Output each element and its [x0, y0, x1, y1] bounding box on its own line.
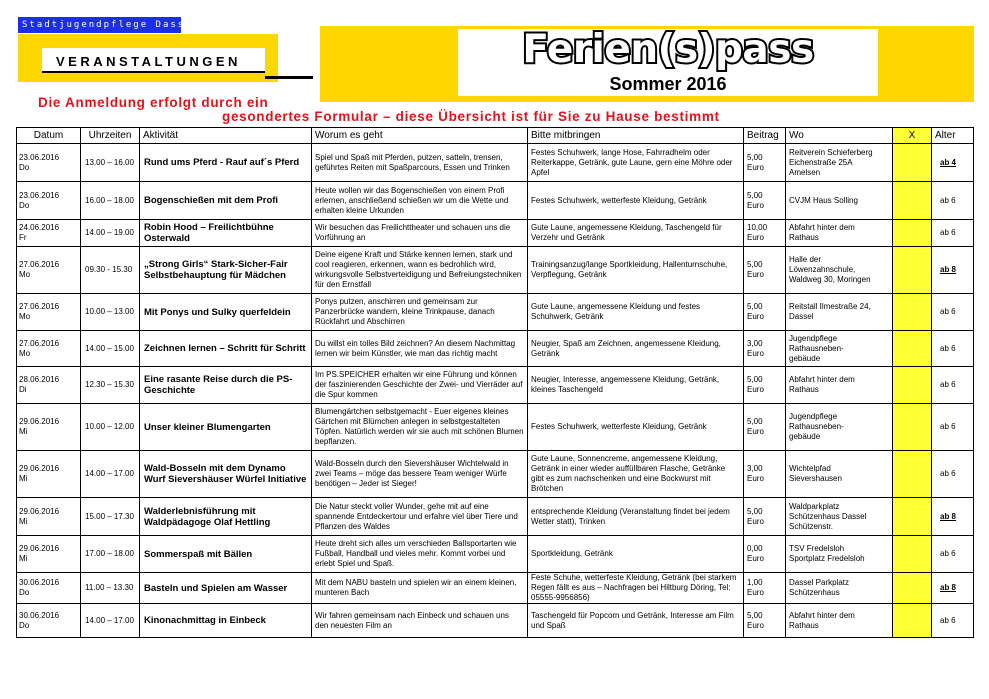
age-cell: ab 6	[932, 404, 974, 451]
location-cell: Jugendpflege Rathausneben- gebäude	[786, 331, 893, 367]
checkbox-cell[interactable]	[893, 144, 932, 182]
fee-cell: 5,00 Euro	[744, 294, 786, 331]
table-row	[17, 536, 974, 573]
checkbox-cell[interactable]	[893, 604, 932, 638]
column-header-age: Alter	[932, 128, 974, 144]
fee-cell: 10,00 Euro	[744, 220, 786, 247]
activity-cell: Rund ums Pferd - Rauf auf´s Pferd	[140, 144, 312, 182]
column-header-location: Wo	[786, 128, 893, 144]
time-cell: 12.30 – 15.30	[81, 367, 140, 404]
table-row	[17, 294, 974, 331]
fee-cell: 5,00 Euro	[744, 247, 786, 294]
table-row	[17, 182, 974, 220]
activity-cell: Robin Hood – Freilichtbühne Osterwald	[140, 220, 312, 247]
main-title: Ferien(s)pass	[522, 27, 814, 72]
location-cell: Reitstall Ilmestraße 24, Dassel	[786, 294, 893, 331]
activity-cell: Eine rasante Reise durch die PS-Geschichte	[140, 367, 312, 404]
location-cell: Halle der Löwenzahnschule, Waldweg 30, Moringen	[786, 247, 893, 294]
date-cell: 23.06.2016 Do	[17, 182, 81, 220]
bring-cell: Festes Schuhwerk, wetterfeste Kleidung, Getränk	[528, 404, 744, 451]
time-cell: 09.30 - 15.30	[81, 247, 140, 294]
age-cell: ab 6	[932, 331, 974, 367]
bring-cell: Neugier, Spaß am Zeichnen, angemessene Kleidung, Getränk	[528, 331, 744, 367]
age-cell: ab 6	[932, 294, 974, 331]
section-label: VERANSTALTUNGEN	[42, 48, 265, 73]
column-header-activity: Aktivität	[140, 128, 312, 144]
date-cell: 29.06.2016 Mi	[17, 536, 81, 573]
location-cell: Abfahrt hinter dem Rathaus	[786, 367, 893, 404]
age-cell: ab 4	[932, 144, 974, 182]
fee-cell: 0,00 Euro	[744, 536, 786, 573]
age-cell: ab 6	[932, 604, 974, 638]
activity-cell: Kinonachmittag in Einbeck	[140, 604, 312, 638]
bring-cell: Gute Laune, angemessene Kleidung und festes Schuhwerk, Getränk	[528, 294, 744, 331]
column-header-date: Datum	[17, 128, 81, 144]
bring-cell: Festes Schuhwerk, wetterfeste Kleidung, Getränk	[528, 182, 744, 220]
bring-cell: Gute Laune, angemessene Kleidung, Taschengeld für Verzehr und Getränk	[528, 220, 744, 247]
time-cell: 16.00 – 18.00	[81, 182, 140, 220]
title-box	[458, 29, 878, 96]
activity-cell: „Strong Girls“ Stark-Sicher-Fair Selbstbehauptung für Mädchen	[140, 247, 312, 294]
age-cell: ab 8	[932, 498, 974, 536]
checkbox-cell[interactable]	[893, 220, 932, 247]
location-cell: Waldparkplatz Schützenhaus Dassel Schützenstr.	[786, 498, 893, 536]
activity-cell: Basteln und Spielen am Wasser	[140, 573, 312, 604]
checkbox-cell[interactable]	[893, 573, 932, 604]
date-cell: 23.06.2016 Do	[17, 144, 81, 182]
location-cell: TSV Fredelsloh Sportplatz Fredelsloh	[786, 536, 893, 573]
age-cell: ab 6	[932, 536, 974, 573]
table-row	[17, 604, 974, 638]
time-cell: 14.00 – 15.00	[81, 331, 140, 367]
checkbox-cell[interactable]	[893, 331, 932, 367]
description-cell: Mit dem NABU basteln und spielen wir an einem kleinen, munteren Bach	[312, 573, 528, 604]
location-cell: CVJM Haus Solling	[786, 182, 893, 220]
checkbox-cell[interactable]	[893, 498, 932, 536]
activity-cell: Bogenschießen mit dem Profi	[140, 182, 312, 220]
description-cell: Im PS.SPEICHER erhalten wir eine Führung und können der faszinierenden Geschichte der Zwei- und Vierräder auf die Spur kommen	[312, 367, 528, 404]
time-cell: 17.00 – 18.00	[81, 536, 140, 573]
activity-cell: Unser kleiner Blumengarten	[140, 404, 312, 451]
bring-cell: Taschengeld für Popcorn und Getränk, Interesse am Film und Spaß	[528, 604, 744, 638]
time-cell: 10.00 – 13.00	[81, 294, 140, 331]
checkbox-cell[interactable]	[893, 294, 932, 331]
table-row	[17, 451, 974, 498]
fee-cell: 1,00 Euro	[744, 573, 786, 604]
date-cell: 29.06.2016 Mi	[17, 498, 81, 536]
activity-cell: Wald-Bosseln mit dem Dynamo Wurf Sievershäuser Würfel Initiative	[140, 451, 312, 498]
fee-cell: 5,00 Euro	[744, 182, 786, 220]
bring-cell: Neugier, Interesse, angemessene Kleidung, Getränk, kleines Taschengeld	[528, 367, 744, 404]
table-row	[17, 144, 974, 182]
bring-cell: Feste Schuhe, wetterfeste Kleidung, Getränk (bei starkem Regen fällt es aus – Nachfragen bei Hiltburg Döring, Tel: 05555-9956856)	[528, 573, 744, 604]
date-cell: 30.06.2016 Do	[17, 573, 81, 604]
notice-line-1: Die Anmeldung erfolgt durch ein	[38, 95, 269, 110]
age-cell: ab 6	[932, 182, 974, 220]
activity-cell: Zeichnen lernen – Schritt für Schritt	[140, 331, 312, 367]
time-cell: 10.00 – 12.00	[81, 404, 140, 451]
location-cell: Abfahrt hinter dem Rathaus	[786, 604, 893, 638]
bring-cell: Sportkleidung, Getränk	[528, 536, 744, 573]
description-cell: Spiel und Spaß mit Pferden, putzen, satteln, trensen, geführtes Reiten mit Spaßparcours, Essen und Trinken	[312, 144, 528, 182]
checkbox-cell[interactable]	[893, 247, 932, 294]
column-header-description: Worum es geht	[312, 128, 528, 144]
checkbox-cell[interactable]	[893, 182, 932, 220]
column-header-x: X	[893, 128, 932, 144]
bring-cell: entsprechende Kleidung (Veranstaltung findet bei jedem Wetter statt), Trinken	[528, 498, 744, 536]
fee-cell: 5,00 Euro	[744, 604, 786, 638]
age-cell: ab 8	[932, 247, 974, 294]
date-cell: 24.06.2016 Fr	[17, 220, 81, 247]
age-cell: ab 6	[932, 220, 974, 247]
table-row	[17, 331, 974, 367]
bring-cell: Trainingsanzug/lange Sportkleidung, Hallenturnschuhe, Verpflegung, Getränk	[528, 247, 744, 294]
events-table	[16, 127, 974, 638]
fee-cell: 5,00 Euro	[744, 144, 786, 182]
table-row	[17, 404, 974, 451]
description-cell: Du willst ein tolles Bild zeichnen? An diesem Nachmittag lernen wir beim Künstler, wie man das richtig macht	[312, 331, 528, 367]
time-cell: 14.00 – 17.00	[81, 451, 140, 498]
table-row	[17, 498, 974, 536]
activity-cell: Walderlebnisführung mit Waldpädagoge Olaf Hettling	[140, 498, 312, 536]
notice-line-2: gesondertes Formular – diese Übersicht ist für Sie zu Hause bestimmt	[222, 109, 720, 124]
bring-cell: Gute Laune, Sonnencreme, angemessene Kleidung, Getränk in einer wieder auffüllbaren Flasche, Getränke gibt es zum nachschenken und eine Bockwurst mit Brötchen	[528, 451, 744, 498]
fee-cell: 5,00 Euro	[744, 498, 786, 536]
fee-cell: 3,00 Euro	[744, 331, 786, 367]
description-cell: Wald-Bosseln durch den Sievershäuser Wichtelwald in zwei Teams – möge das bessere Team weniger Würfe benötigen – Jeder ist Sieger!	[312, 451, 528, 498]
table-row	[17, 220, 974, 247]
location-cell: Jugendpflege Rathausneben- gebäude	[786, 404, 893, 451]
date-cell: 29.06.2016 Mi	[17, 404, 81, 451]
bring-cell: Festes Schuhwerk, lange Hose, Fahrradhelm oder Reiterkappe, Getränk, gute Laune, gern eine Möhre oder Apfel	[528, 144, 744, 182]
column-header-time: Uhrzeiten	[81, 128, 140, 144]
age-cell: ab 6	[932, 451, 974, 498]
time-cell: 11.00 – 13.30	[81, 573, 140, 604]
section-underline	[265, 76, 313, 79]
activity-cell: Sommerspaß mit Bällen	[140, 536, 312, 573]
time-cell: 15.00 – 17.30	[81, 498, 140, 536]
checkbox-cell[interactable]	[893, 451, 932, 498]
description-cell: Heute wollen wir das Bogenschießen von einem Profi erlernen, anschließend schießen wir um die Wette und erhalten kleine Urkunden	[312, 182, 528, 220]
date-cell: 27.06.2016 Mo	[17, 331, 81, 367]
column-header-fee: Beitrag	[744, 128, 786, 144]
age-cell: ab 8	[932, 573, 974, 604]
activity-cell: Mit Ponys und Sulky querfeldein	[140, 294, 312, 331]
description-cell: Deine eigene Kraft und Stärke kennen lernen, stark und cool reagieren, erkennen, wann es bedrohlich wird, wirkungsvolle Selbstverteidigung und Befreiungstechniken für den Ernstfall	[312, 247, 528, 294]
time-cell: 13.00 – 16.00	[81, 144, 140, 182]
table-row	[17, 247, 974, 294]
date-cell: 28.06.2016 Di	[17, 367, 81, 404]
fee-cell: 5,00 Euro	[744, 367, 786, 404]
organization-label: Stadtjugendpflege Dassel	[18, 17, 181, 33]
location-cell: Abfahrt hinter dem Rathaus	[786, 220, 893, 247]
description-cell: Wir besuchen das Freilichttheater und schauen uns die Vorführung an	[312, 220, 528, 247]
location-cell: Dassel Parkplatz Schützenhaus	[786, 573, 893, 604]
date-cell: 27.06.2016 Mo	[17, 247, 81, 294]
table-row	[17, 573, 974, 604]
date-cell: 29.06.2016 Mi	[17, 451, 81, 498]
table-header-row	[17, 128, 974, 144]
checkbox-cell[interactable]	[893, 367, 932, 404]
date-cell: 27.06.2016 Mo	[17, 294, 81, 331]
time-cell: 14.00 – 17.00	[81, 604, 140, 638]
table-row	[17, 367, 974, 404]
column-header-bring: Bitte mitbringen	[528, 128, 744, 144]
subtitle: Sommer 2016	[609, 74, 727, 94]
description-cell: Die Natur steckt voller Wunder, gehe mit auf eine spannende Entdeckertour und erfahre viel über Tiere und Pflanzen des Waldes	[312, 498, 528, 536]
description-cell: Ponys putzen, anschirren und gemeinsam zur Panzerbrücke wandern, kleine Trinkpause, danach Rückfahrt und Abschirren	[312, 294, 528, 331]
fee-cell: 5,00 Euro	[744, 404, 786, 451]
fee-cell: 3,00 Euro	[744, 451, 786, 498]
checkbox-cell[interactable]	[893, 536, 932, 573]
location-cell: Reitverein Schieferberg Eichenstraße 25A Amelsen	[786, 144, 893, 182]
time-cell: 14.00 – 19.00	[81, 220, 140, 247]
description-cell: Heute dreht sich alles um verschieden Ballsportarten wie Fußball, Handball und vieles mehr. Kommt vorbei und erlebt Spiel und Spaß.	[312, 536, 528, 573]
location-cell: Wichtelpfad Sievershausen	[786, 451, 893, 498]
checkbox-cell[interactable]	[893, 404, 932, 451]
age-cell: ab 6	[932, 367, 974, 404]
date-cell: 30.06.2016 Do	[17, 604, 81, 638]
description-cell: Wir fahren gemeinsam nach Einbeck und schauen uns den neuesten Film an	[312, 604, 528, 638]
description-cell: Blumengärtchen selbstgemacht - Euer eigenes kleines Gärtchen mit Blümchen anlegen in selbstgestalteten Töpfen. Natürlich werden wir sie auch mit schönen Blumen bepflanzen.	[312, 404, 528, 451]
